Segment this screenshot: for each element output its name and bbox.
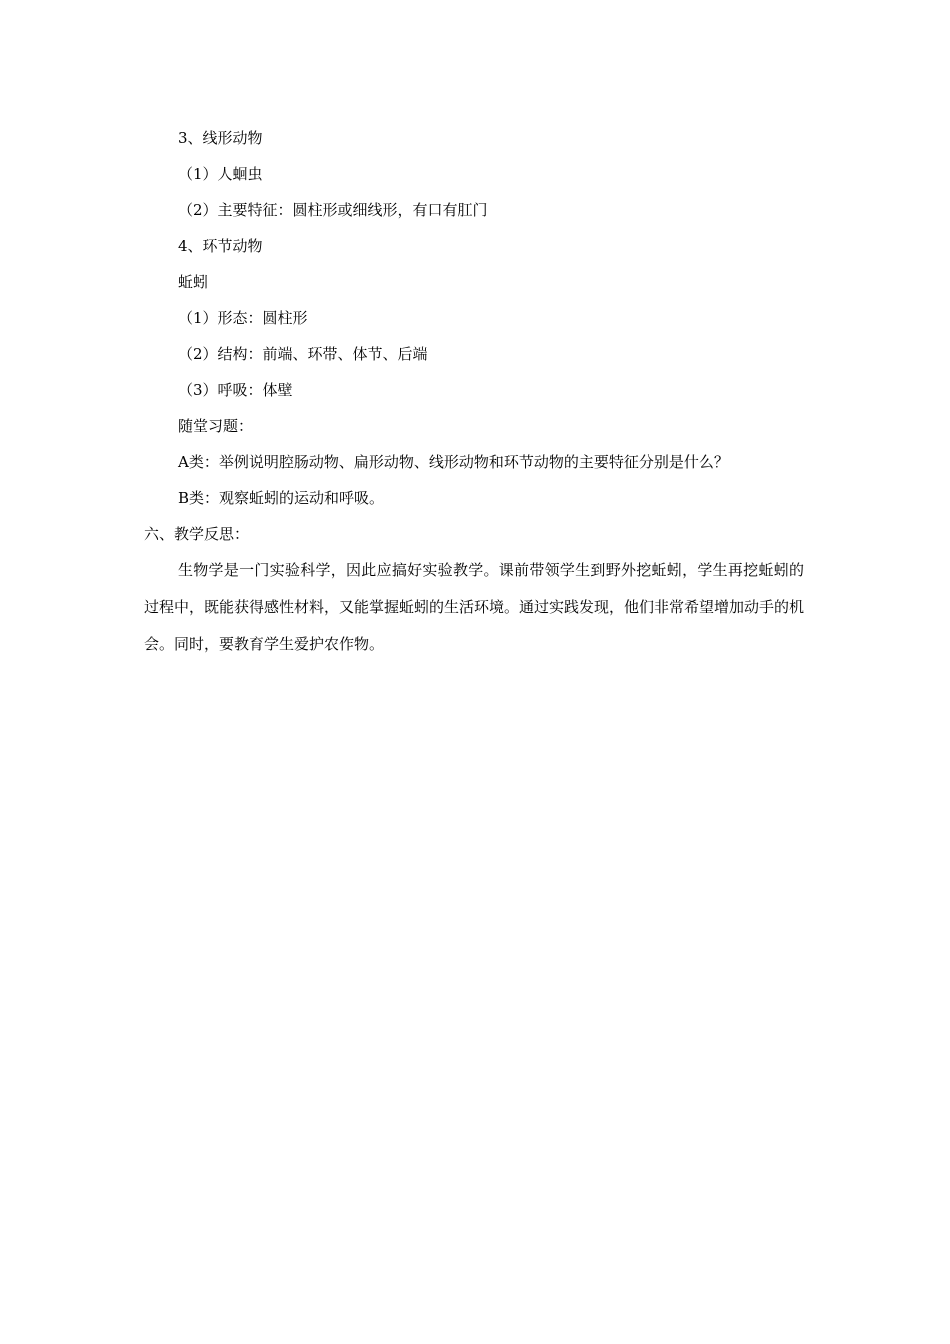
list-item: （2）主要特征：圆柱形或细线形，有口有肛门 [178,201,488,219]
exercise-a: A类：举例说明腔肠动物、扁形动物、线形动物和环节动物的主要特征分别是什么？ [178,453,729,471]
reflection-paragraph: 生物学是一门实验科学，因此应搞好实验教学。课前带领学生到野外挖蚯蚓，学生再挖蚯蚓的过程中，既能获得感性材料，又能掌握蚯蚓的生活环境。通过实践发现，他们非常希望增加动手的机会。同时，要教育学生爱护农作物。 [144,561,805,653]
exercise-b: B类：观察蚯蚓的运动和呼吸。 [178,489,385,507]
exercise-heading: 随堂习题： [178,417,254,435]
list-item: （1）形态：圆柱形 [178,309,308,327]
list-item: （1）人蛔虫 [178,165,263,183]
example-name: 蚯蚓 [178,273,209,291]
list-item: （2）结构：前端、环带、体节、后端 [178,345,428,363]
section-heading: 六、教学反思： [144,525,250,543]
list-item: （3）呼吸：体壁 [178,381,293,399]
subsection-heading-annelids: 4、环节动物 [178,237,263,255]
subsection-heading-nematodes: 3、线形动物 [178,129,263,147]
